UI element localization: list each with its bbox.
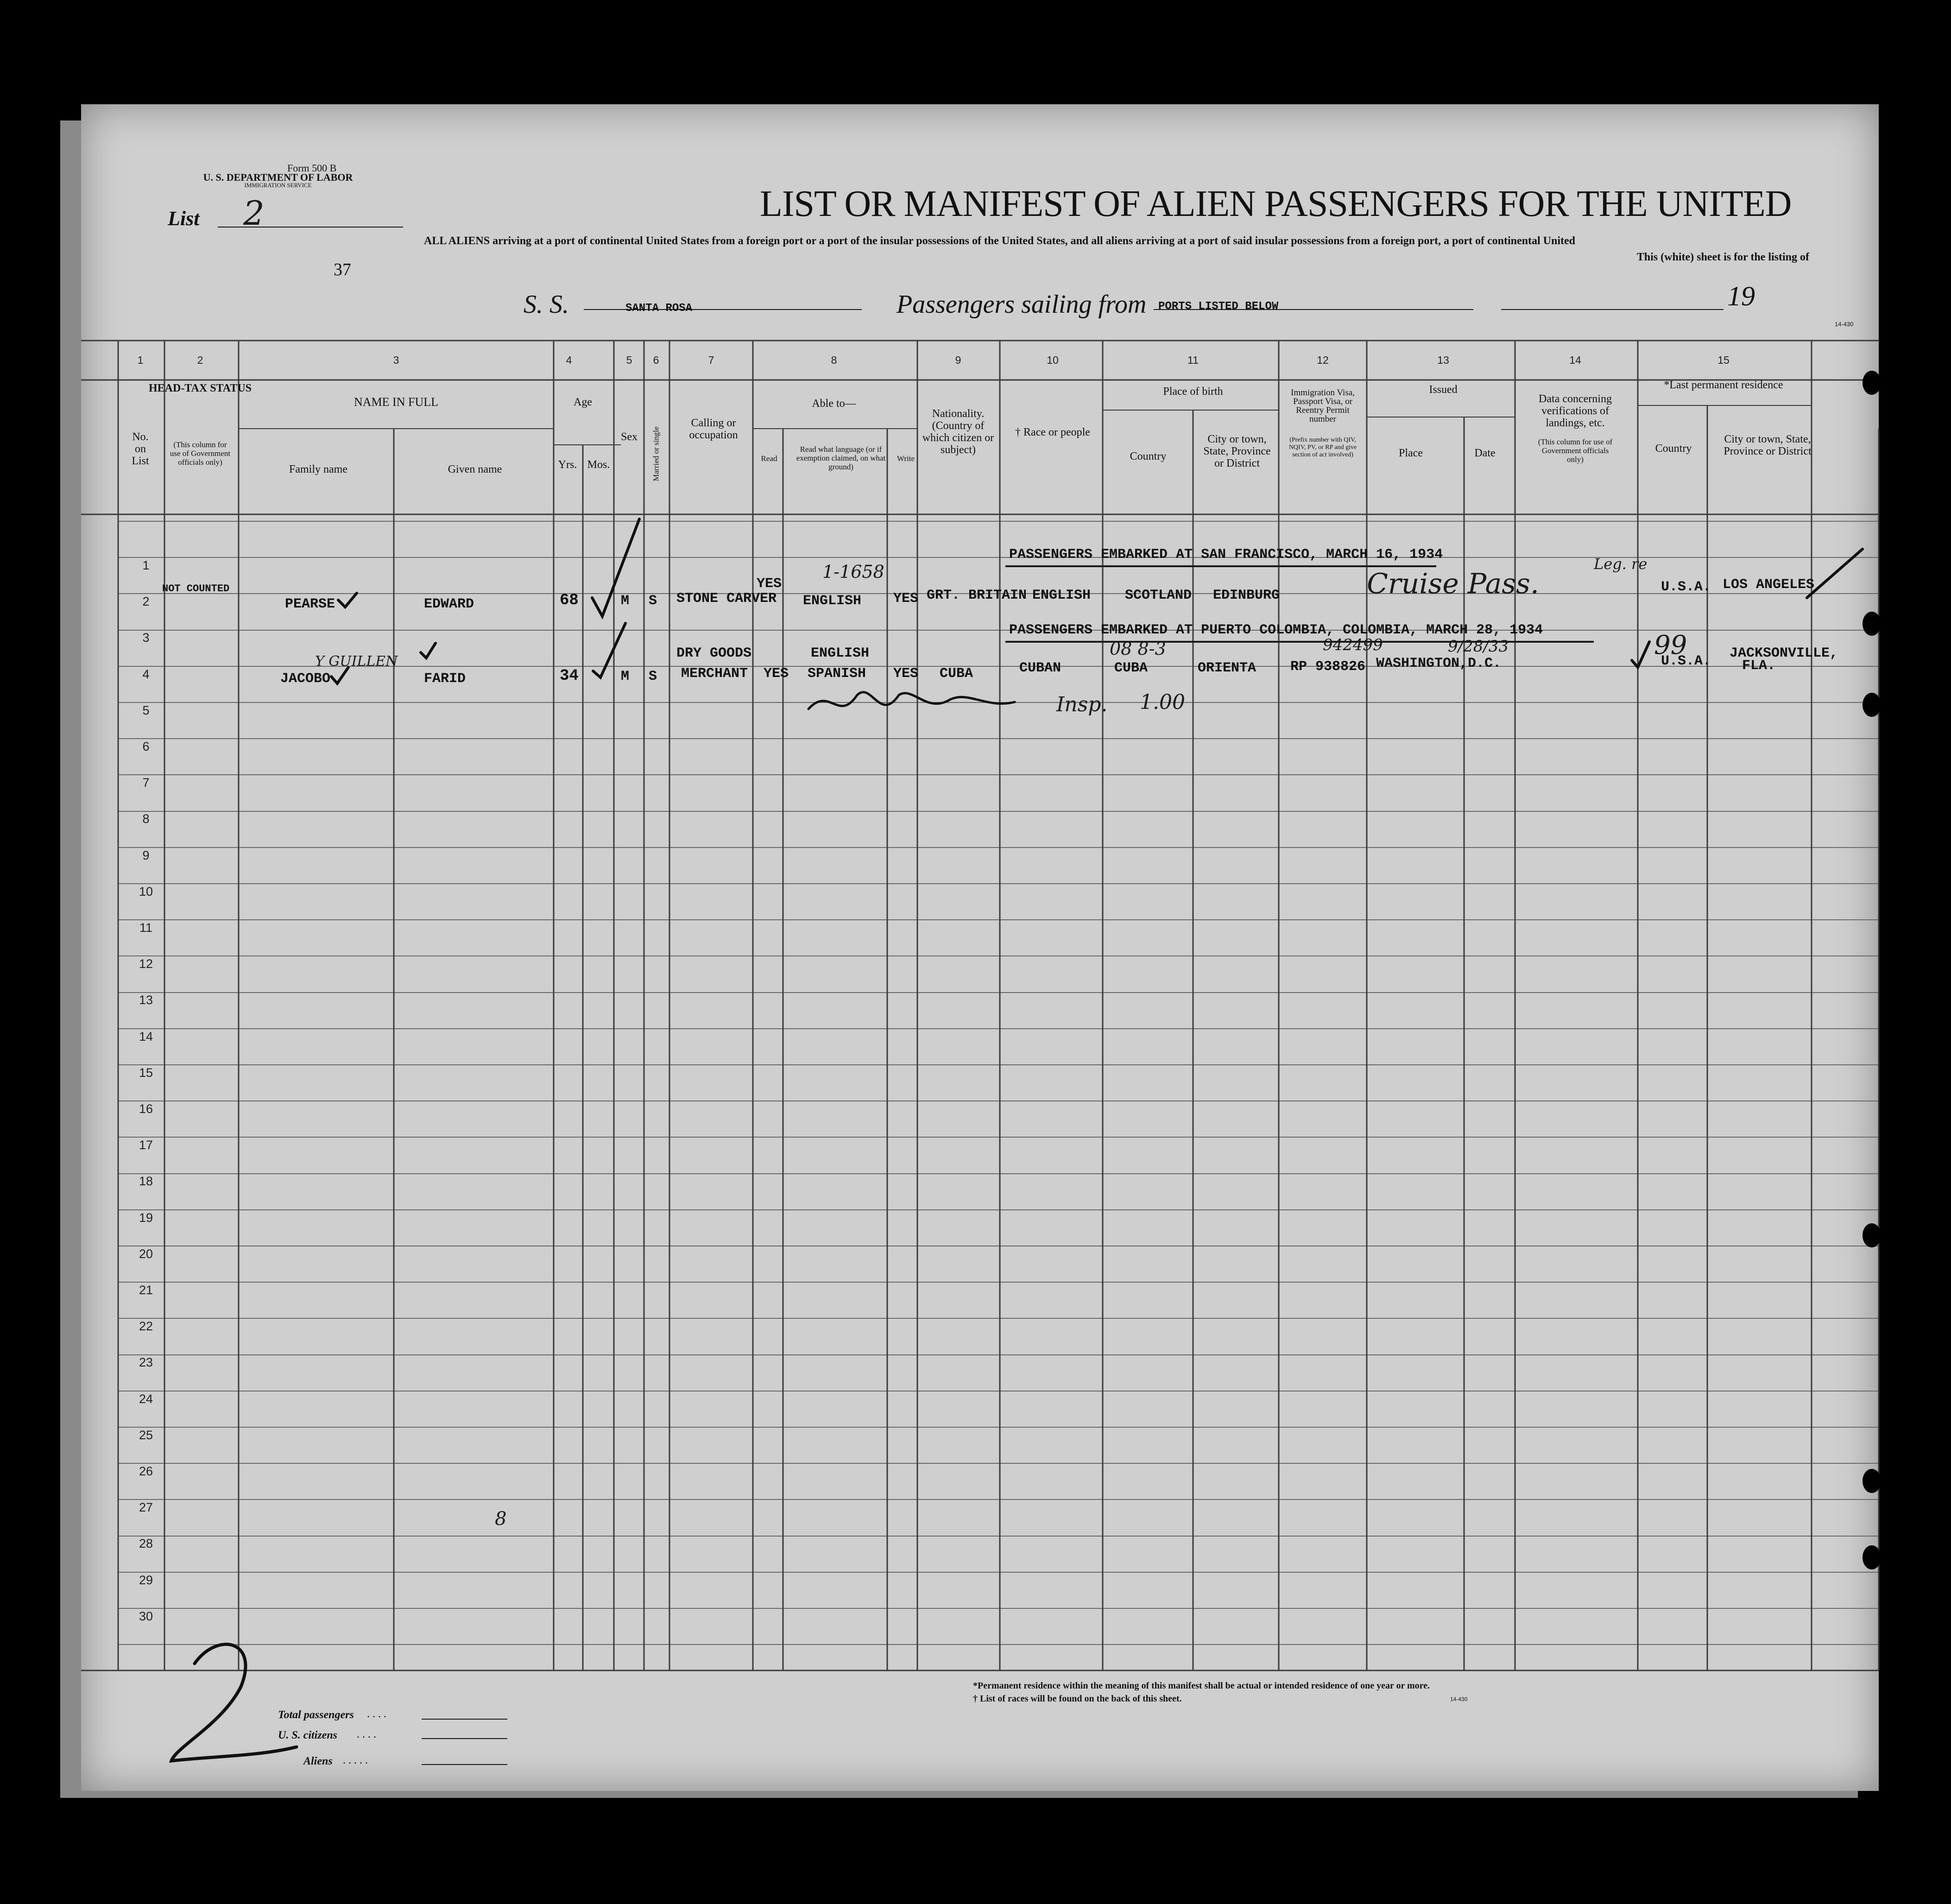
family-name-pearse: PEARSE [285,596,335,612]
row-lines [118,521,1879,1645]
form-title: LIST OR MANIFEST OF ALIEN PASSENGERS FOR THE UNITED [760,183,1792,224]
hdr-issued: Issued [1429,384,1458,396]
given-name-edward: EDWARD [424,596,474,612]
birth-city-orienta: ORIENTA [1198,660,1256,676]
handwritten-reference: 1-1658 [822,562,884,582]
footer-code: 14-430 [1450,1696,1468,1702]
write-yes-1: YES [893,591,919,607]
footer-note-residence: *Permanent residence within the meaning of this manifest shall be actual or intended residence of one year or more. [973,1681,1430,1691]
embarkation-puerto-colombia: PASSENGERS EMBARKED AT PUERTO COLOMBIA, COLOMBIA, MARCH 28, 1934 [1009,622,1543,638]
hdr-sex: Sex [621,431,638,443]
nationality-cuba: CUBA [940,666,973,682]
birth-city-edinburg: EDINBURG [1213,588,1280,603]
punch-hole [1863,1545,1881,1569]
hdr-name-in-full: NAME IN FULL [354,395,438,409]
form-subtitle-2: This (white) sheet is for the listing of [1636,251,1809,263]
list-number: 2 [243,194,265,233]
handwritten-99: 99 [1654,630,1687,660]
hdr-mos: Mos. [587,459,610,471]
handwritten-fee: 1.00 [1140,690,1185,714]
check-mark-row-2 [592,519,639,616]
row-number: 22 [139,1319,153,1333]
age-68: 68 [560,592,579,609]
hdr-place-of-birth: Place of birth [1163,386,1223,398]
hdr-city: City or town, State, Province or District [1203,433,1271,469]
column-number: 12 [1317,354,1329,366]
hdr-verifications: Data concerning verifications of landings, etc. [1539,393,1612,429]
occupation-merchant: MERCHANT [681,666,748,682]
res-city-los-angeles: LOS ANGELES [1723,577,1815,593]
punch-hole [1863,612,1881,636]
issue-place-washington: WASHINGTON,D.C. [1376,656,1502,671]
hdr-head-tax: HEAD-TAX STATUS [148,382,252,394]
head-tax-not-counted: NOT COUNTED [162,583,230,595]
birth-country-scotland: SCOTLAND [1125,588,1192,603]
row-number: 3 [142,631,150,645]
hdr-read: Read [761,454,777,463]
sailing-label: Passengers sailing from [897,290,1147,319]
hdr-no-on-list: No. on List [132,431,149,467]
visa-number-handwritten: 942499 [1323,636,1383,654]
handwritten-row27-mark: 8 [495,1508,507,1530]
embarkation-san-francisco: PASSENGERS EMBARKED AT SAN FRANCISCO, MARCH 16, 1934 [1009,547,1443,563]
check-mark-guillen [421,643,436,658]
column-number: 4 [566,354,572,366]
hdr-date: Date [1474,447,1496,459]
row-number: 20 [139,1247,153,1261]
birth-country-cuba: CUBA [1114,660,1148,676]
row-number: 23 [139,1355,153,1369]
row-number: 18 [139,1174,153,1188]
hdr-write: Write [897,454,915,463]
column-number: 1 [137,354,144,366]
column-number: 5 [626,354,632,366]
ship-name: SANTA ROSA [625,302,693,315]
handwritten-leg: Leg. re [1594,555,1648,573]
hdr-country: Country [1130,450,1167,462]
hdr-last-residence: *Last permanent residence [1664,379,1783,391]
column-number: 10 [1047,354,1059,366]
nationality-grt-britain: GRT. BRITAIN [927,588,1027,603]
hdr-res-city: City or town, State, Province or District [1724,433,1812,457]
row-number: 28 [139,1537,153,1550]
row-number: 13 [139,993,153,1007]
language-spanish: SPANISH [808,666,866,682]
hdr-calling: Calling or occupation [689,417,738,441]
column-number: 6 [653,354,659,366]
write-yes-2: YES [893,666,919,682]
ss-label: S. S. [524,290,569,319]
handwritten-visa-date: 08 8-3 [1110,639,1166,659]
status-s-2: S [649,669,657,684]
form-subtitle-1: ALL ALIENS arriving at a port of continental United States from a foreign port or a port of the insular possessions of the United States, and all aliens arriving at a port of said insular possessions from a foreign port, a port of continental United [424,235,1575,247]
row-number: 24 [139,1392,153,1406]
status-s-1: S [649,593,657,609]
occupation-dry-goods: DRY GOODS [676,645,752,661]
hdr-read-lang: Read what language (or if exemption claimed, on what ground) [796,445,886,471]
hdr-verifications-note: (This column for use of Government officials only) [1538,437,1613,464]
row-number: 7 [142,776,150,790]
column-number: 2 [197,354,203,366]
column-number: 15 [1717,354,1730,366]
hdr-married: Married or single [651,426,661,481]
visa-number: RP 938826 [1290,659,1366,675]
family-name-jacobo: JACOBO [280,671,331,687]
sailing-from: PORTS LISTED BELOW [1158,300,1279,313]
service-label: IMMIGRATION SERVICE [244,182,312,189]
hdr-age: Age [574,396,592,408]
row-number: 4 [142,667,150,681]
row-number: 29 [139,1573,153,1587]
hdr-res-country: Country [1655,443,1692,455]
hdr-head-tax-note: (This column for use of Government officials only) [170,440,231,467]
res-country-usa-2: U.S.A. [1661,653,1711,669]
footer-note-races: † List of races will be found on the back of this sheet. [973,1694,1182,1704]
family-name-added-guillen: Y GUILLEN [315,653,398,670]
read-yes-1: YES [757,576,782,592]
res-state-fla: FLA. [1742,658,1776,674]
row-number: 25 [139,1428,153,1442]
handwritten-cruise-pass: Cruise Pass. [1367,568,1539,600]
hdr-nationality: Nationality. (Country of which citizen or subject) [922,408,994,456]
punch-hole [1863,371,1881,395]
punch-hole [1863,1469,1881,1493]
row-number: 9 [142,848,150,862]
age-34: 34 [560,667,579,685]
row-number: 2 [142,595,150,608]
check-mark-residence [1807,549,1863,598]
row-number: 19 [139,1211,153,1225]
column-number: 8 [831,354,837,366]
stray-mark: 37 [334,260,351,279]
hdr-able-to: Able to— [812,398,856,410]
footer-us-citizens: U. S. citizens [278,1729,338,1741]
row-number: 26 [139,1464,153,1478]
row-number: 10 [139,885,153,898]
row-number: 12 [139,957,153,971]
hdr-yrs: Yrs. [558,459,577,471]
language-english-2: ENGLISH [811,645,870,661]
hdr-visa-note: (Prefix number with QIV, NQIV, PV, or RP and give section of act involved) [1288,436,1357,458]
given-name-farid: FARID [424,671,466,687]
column-number: 3 [393,354,399,366]
row-number: 15 [139,1066,153,1080]
form-number: Form 500 B [287,162,337,174]
row-number: 17 [139,1138,153,1152]
list-label: List [168,207,200,230]
race-english: ENGLISH [1032,588,1091,603]
footer-aliens: Aliens [303,1755,333,1767]
check-mark-jacobo [331,667,348,683]
row-number: 8 [142,812,150,826]
row-number: 11 [139,921,153,935]
column-number: 7 [708,354,714,366]
handwritten-insp: Insp. [1056,693,1108,716]
column-number: 13 [1437,354,1449,366]
sex-m-2: M [621,669,630,684]
sex-m-1: M [621,593,630,609]
handwritten-2 [171,1645,297,1761]
column-lines [118,341,1879,1670]
form-code: 14-430 [1835,321,1854,328]
row-number: 27 [139,1500,153,1514]
footer-total-passengers: Total passengers [278,1709,354,1721]
column-number: 9 [955,354,961,366]
res-city-jacksonville: JACKSONVILLE, [1730,645,1838,661]
column-number: 14 [1569,354,1581,366]
hdr-family-name: Family name [289,463,347,475]
row-number: 21 [139,1283,153,1297]
hdr-place: Place [1399,447,1423,459]
row-number: 14 [139,1030,153,1044]
occupation-stone-carver: STONE CARVER [676,591,777,607]
punch-hole [1863,693,1881,717]
issue-date: 9/28/33 [1448,637,1509,656]
hdr-race: † Race or people [1015,426,1090,438]
row-number: 5 [142,703,150,717]
check-mark-jacksonville [1632,642,1649,667]
row-number: 1 [142,558,150,572]
year-prefix: 19 [1727,281,1755,311]
department-label: U. S. DEPARTMENT OF LABOR [203,171,353,183]
row-number: 30 [139,1609,153,1623]
punch-hole [1863,1223,1881,1247]
check-mark-pearse [338,593,357,607]
hdr-given-name: Given name [448,463,502,475]
row-number: 16 [139,1102,153,1116]
column-number: 11 [1187,354,1199,366]
read-yes-2: YES [764,666,789,682]
row-number: 6 [142,740,150,753]
race-cuban: CUBAN [1019,660,1061,676]
res-country-usa-1: U.S.A. [1661,579,1711,595]
language-english-1: ENGLISH [803,593,862,609]
hdr-visa: Immigration Visa, Passport Visa, or Reentry Permit number [1291,388,1355,424]
